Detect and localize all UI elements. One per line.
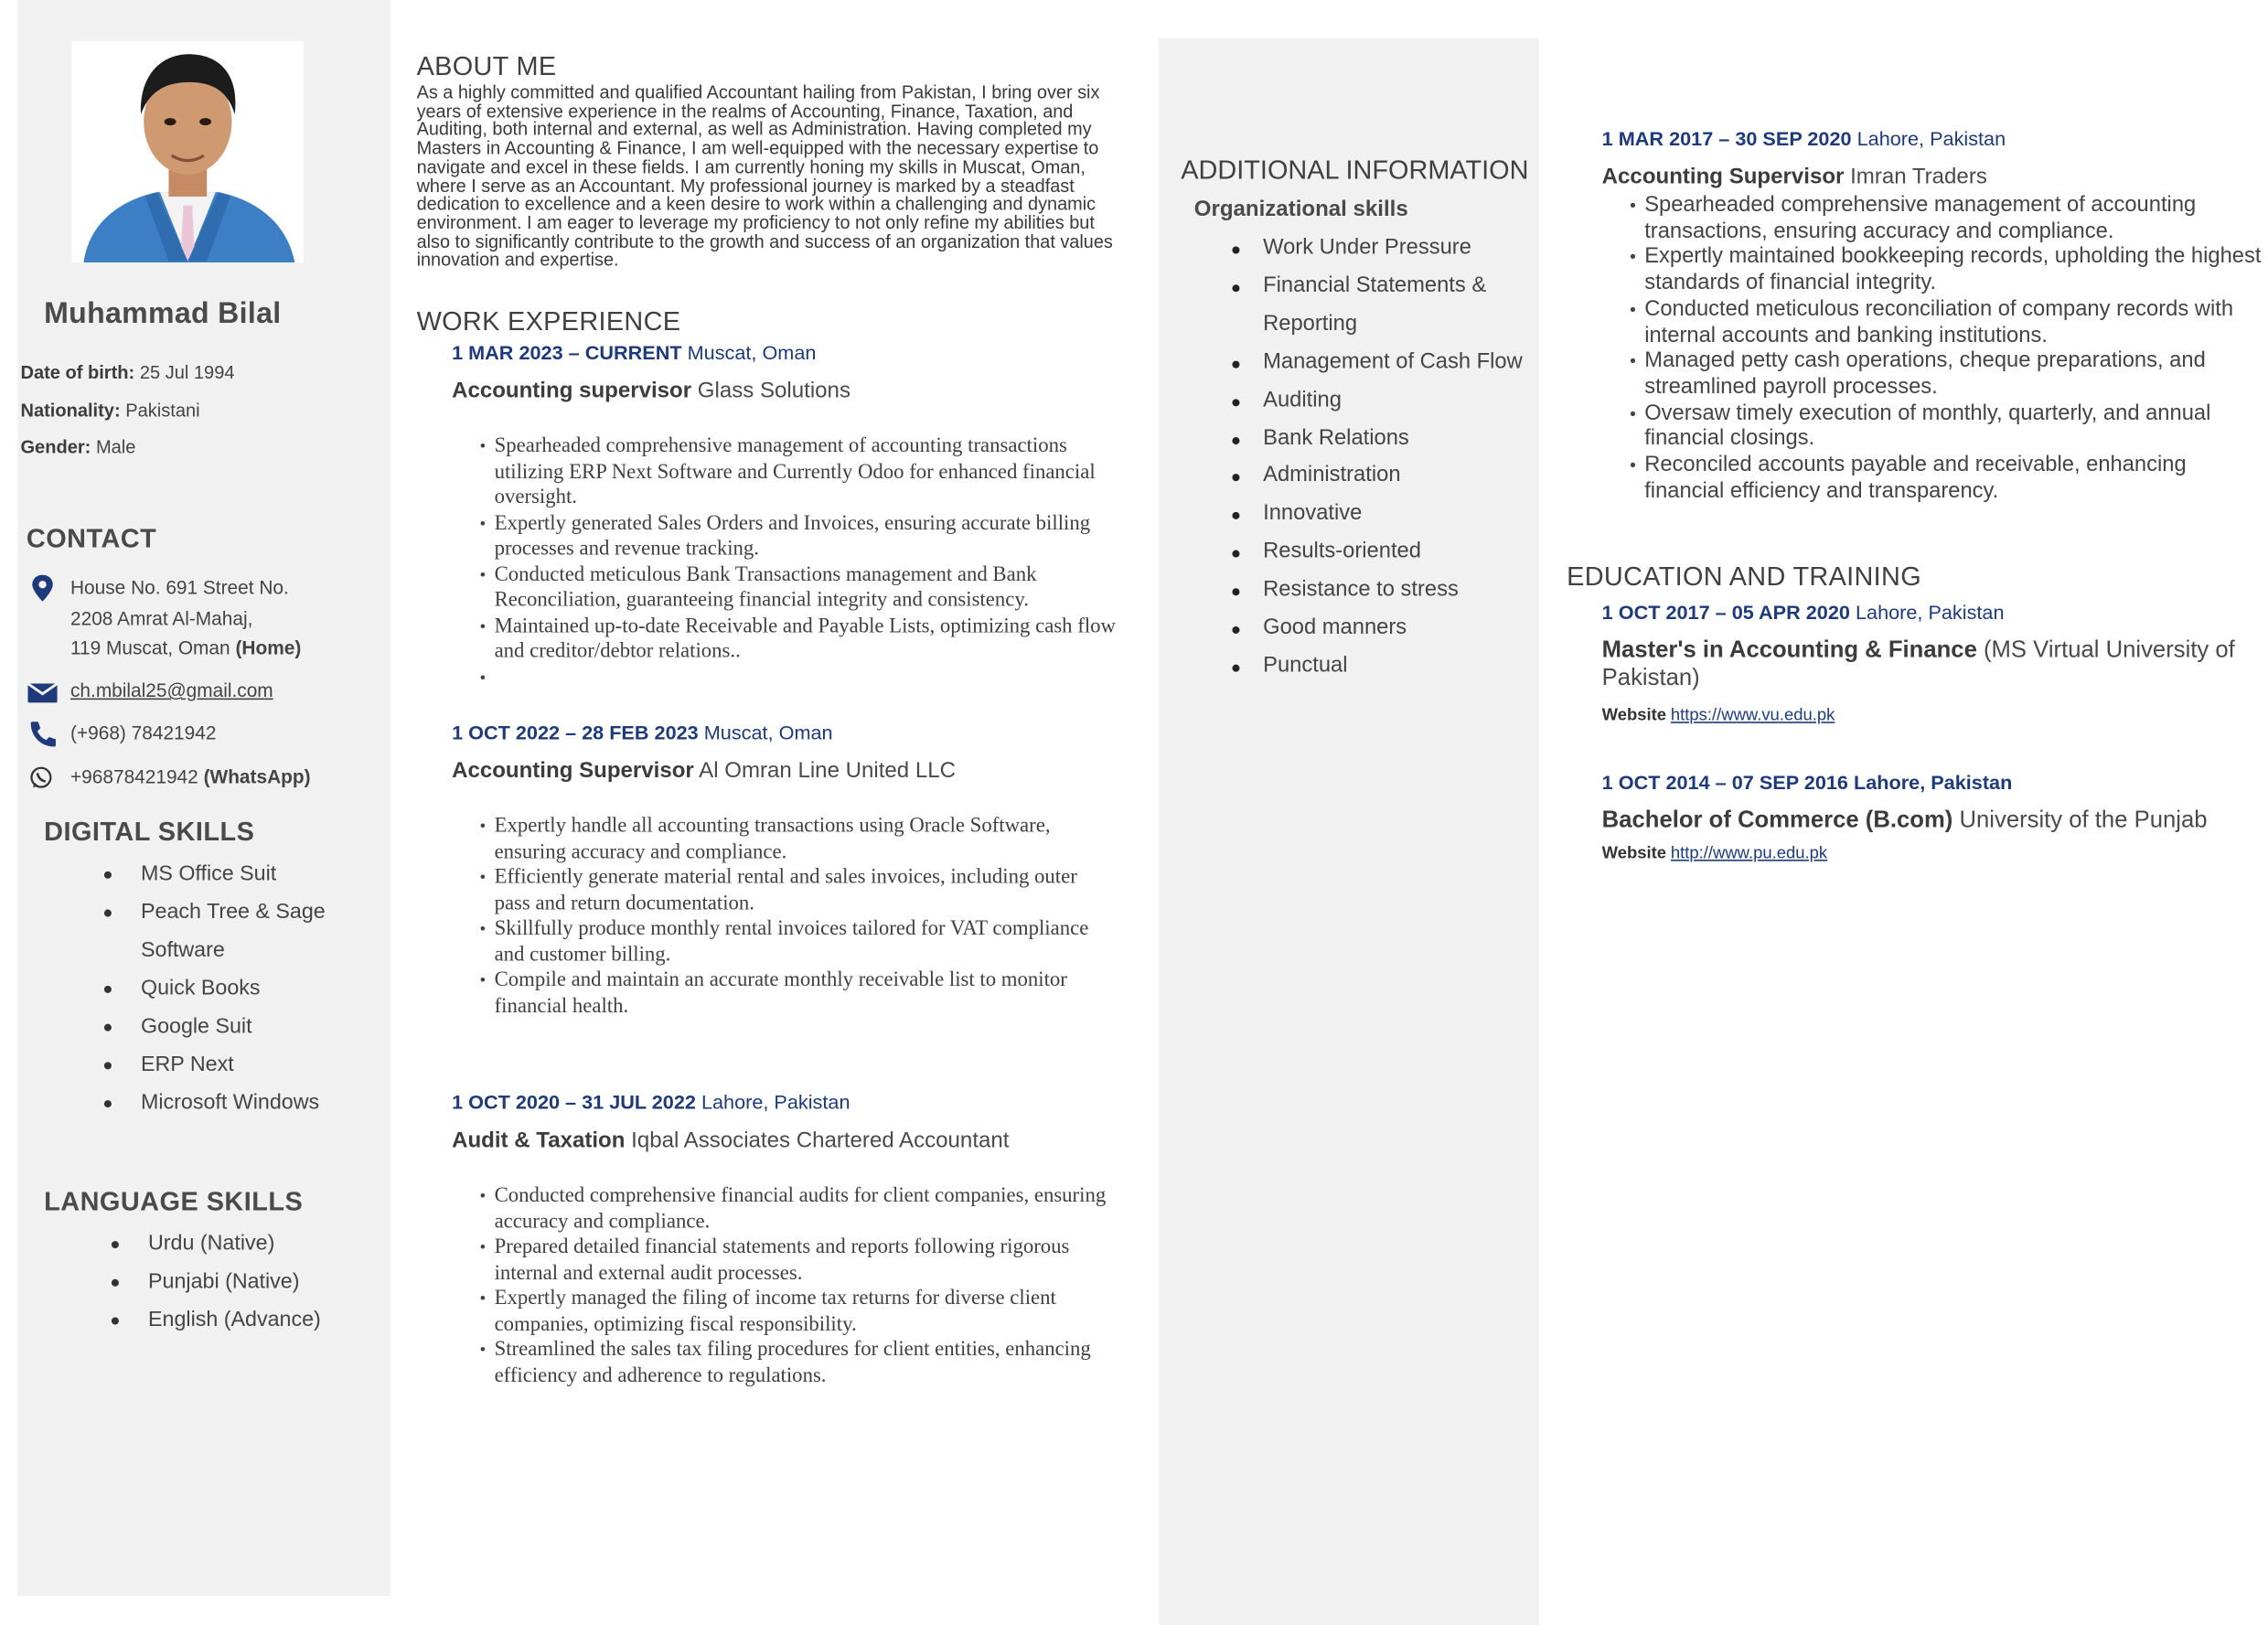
list-item: Software — [140, 938, 225, 963]
digital-skills-list — [104, 855, 326, 1122]
about-text: As a highly committed and qualified Accountant hailing from Pakistan, I bring over six years of extensive experience in the realms of Accounting, Finance, Taxation, and Auditing, both internal and external, as well as Administration. Having completed my Masters in Accounting & Finance, I am well-equipped with the necessary expertise to navigate and excel in these fields. I am currently honing my skills in Muscat, Oman, where I serve as an Accountant. My professional journey is marked by a steadfast dedication to excellence and a keen desire to work within a challenging and dynamic environment. I am eager to leverage my proficiency to not only refine my abilities but also to significantly contribute to the growth and success of an organization that values innovation and expertise. — [416, 81, 1113, 271]
job-4-title: Accounting Supervisor Imran Traders — [1601, 164, 1987, 189]
list-item — [481, 665, 1119, 690]
job-4-date: 1 MAR 2017 – 30 SEP 2020 Lahore, Pakistan — [1601, 127, 2006, 150]
job-2-bullets — [481, 814, 1105, 1020]
list-item: Financial Statements & — [1229, 268, 1545, 306]
work-heading: WORK EXPERIENCE — [416, 306, 681, 337]
list-item: Good manners — [1229, 610, 1545, 648]
list-item: • Conducted meticulous reconciliation of company records with internal accounts and banking institutions. — [1631, 297, 2263, 349]
list-item: Google Suit — [104, 1008, 326, 1046]
address-line-1: House No. 691 Street No. — [70, 576, 289, 599]
dob-label: Date of birth: — [20, 362, 135, 383]
address-tag: (Home) — [235, 636, 302, 659]
dob-row — [20, 362, 234, 382]
list-item: Administration — [1229, 458, 1545, 497]
list-item: Punctual — [1229, 648, 1545, 687]
list-item: • Conducted comprehensive financial audits for client companies, ensuring accuracy and compliance. — [481, 1184, 1112, 1235]
language-skills-list — [112, 1224, 321, 1339]
nationality-row — [20, 401, 199, 421]
location-pin-icon — [27, 573, 59, 603]
job-1-bullets — [481, 434, 1119, 691]
gender-value: Male — [95, 437, 136, 458]
list-item: Bank Relations — [1229, 421, 1545, 459]
list-item: • Expertly managed the filing of income tax returns for diverse client companies, optimizing fiscal responsibility. — [481, 1287, 1112, 1338]
list-item: Auditing — [1229, 382, 1545, 421]
gender-label: Gender: — [20, 437, 91, 458]
candidate-name: Muhammad Bilal — [44, 297, 282, 330]
list-item: • Reconciled accounts payable and receivable, enhancing financial efficiency and transparency. — [1631, 454, 2263, 506]
list-item: • Spearheaded comprehensive management of accounting transactions utilizing ERP Next Software and Currently Odoo for enhanced financial oversight. — [481, 434, 1119, 511]
job-1-title: Accounting supervisor Glass Solutions — [452, 378, 850, 404]
education-heading: EDUCATION AND TRAINING — [1567, 561, 1921, 592]
list-item: • Expertly generated Sales Orders and Invoices, ensuring accurate billing processes and revenue tracking. — [481, 511, 1119, 562]
digital-skills-heading: DIGITAL SKILLS — [44, 817, 255, 847]
list-item: Results-oriented — [1229, 534, 1545, 572]
list-item: • Maintained up-to-date Receivable and Payable Lists, optimizing cash flow and creditor/debtor relations.. — [481, 614, 1119, 665]
job-3-title: Audit & Taxation Iqbal Associates Chartered Accountant — [452, 1128, 1010, 1153]
whatsapp-tag: (WhatsApp) — [203, 765, 311, 788]
edu-2-website: Website http://www.pu.edu.pk — [1601, 844, 1828, 863]
edu-2-title: Bachelor of Commerce (B.com) University of the Punjab — [1601, 807, 2208, 834]
job-1-date: 1 MAR 2023 – CURRENT Muscat, Oman — [452, 341, 817, 364]
job-3-bullets — [481, 1184, 1112, 1390]
list-item: Management of Cash Flow — [1229, 345, 1545, 383]
list-item: • Conducted meticulous Bank Transactions management and Bank Reconciliation, guaranteeing financial integrity and consistency. — [481, 562, 1119, 614]
job-4-bullets — [1631, 194, 2263, 506]
list-item: Reporting — [1263, 312, 1358, 337]
list-item: • Skillfully produce monthly rental invoices tailored for VAT compliance and customer billing. — [481, 917, 1105, 968]
address-line-2: 2208 Amrat Al-Mahaj, — [70, 606, 253, 629]
list-item: • Compile and maintain an accurate monthly receivable list to monitor financial health. — [481, 968, 1105, 1020]
list-item: Work Under Pressure — [1229, 230, 1545, 269]
phone-number: (+968) 78421942 — [70, 722, 217, 744]
envelope-icon — [27, 676, 59, 705]
list-item: • Efficiently generate material rental and sales invoices, including outer pass and return documentation. — [481, 865, 1105, 916]
nationality-value: Pakistani — [125, 400, 200, 422]
list-item: English (Advance) — [112, 1301, 321, 1340]
list-item: Peach Tree & Sage — [104, 893, 326, 932]
organizational-skills-heading: Organizational skills — [1193, 196, 1408, 222]
list-item: • Oversaw timely execution of monthly, quarterly, and annual financial closings. — [1631, 401, 2263, 454]
job-2-title: Accounting Supervisor Al Omran Line United LLC — [452, 758, 957, 784]
edu-1-website: Website https://www.vu.edu.pk — [1601, 707, 1835, 725]
list-item: • Streamlined the sales tax filing procedures for client entities, enhancing efficiency and adherence to regulations. — [481, 1338, 1112, 1389]
dob-value: 25 Jul 1994 — [139, 362, 235, 383]
phone-icon — [27, 719, 59, 748]
nationality-label: Nationality: — [20, 400, 121, 422]
about-heading: ABOUT ME — [416, 51, 557, 81]
additional-heading: ADDITIONAL INFORMATION — [1181, 155, 1529, 186]
contact-heading: CONTACT — [26, 523, 157, 553]
address-line-3: 119 Muscat, Oman — [70, 636, 230, 659]
list-item: • Prepared detailed financial statements and reports following rigorous internal and external audit processes. — [481, 1235, 1112, 1287]
gender-row — [20, 437, 135, 457]
list-item: ERP Next — [104, 1046, 326, 1085]
list-item: Resistance to stress — [1229, 572, 1545, 611]
list-item: • Spearheaded comprehensive management of accounting transactions, ensuring accuracy and compliance. — [1631, 194, 2263, 246]
email-link[interactable]: ch.mbilal25@gmail.com — [70, 679, 273, 701]
edu-1-title: Master's in Accounting & Finance (MS Virtual University of Pakistan) — [1601, 637, 2235, 691]
list-item: Urdu (Native) — [112, 1224, 321, 1263]
organizational-skills-list — [1229, 230, 1545, 687]
list-item: MS Office Suit — [104, 855, 326, 893]
edu-2-date: 1 OCT 2014 – 07 SEP 2016 Lahore, Pakistan — [1601, 771, 2013, 794]
language-skills-heading: LANGUAGE SKILLS — [44, 1186, 304, 1216]
job-2-date: 1 OCT 2022 – 28 FEB 2023 Muscat, Oman — [452, 722, 833, 744]
list-item: • Expertly maintained bookkeeping records, upholding the highest standards of financial integrity. — [1631, 246, 2263, 298]
website-link[interactable]: https://www.vu.edu.pk — [1670, 707, 1835, 725]
list-item: • Expertly handle all accounting transactions using Oracle Software, ensuring accuracy and compliance. — [481, 814, 1105, 865]
whatsapp-number: +96878421942 — [70, 765, 198, 788]
whatsapp-icon — [27, 763, 59, 792]
website-link[interactable]: http://www.pu.edu.pk — [1670, 844, 1828, 863]
list-item: Innovative — [1229, 497, 1545, 535]
edu-1-date: 1 OCT 2017 – 05 APR 2020 Lahore, Pakistan — [1601, 601, 2005, 624]
profile-photo — [72, 41, 304, 262]
list-item: • Managed petty cash operations, cheque preparations, and streamlined payroll processes. — [1631, 349, 2263, 401]
list-item: Microsoft Windows — [104, 1084, 326, 1122]
job-3-date: 1 OCT 2020 – 31 JUL 2022 Lahore, Pakistan — [452, 1091, 850, 1114]
list-item: Quick Books — [104, 969, 326, 1008]
list-item: Punjabi (Native) — [112, 1263, 321, 1301]
